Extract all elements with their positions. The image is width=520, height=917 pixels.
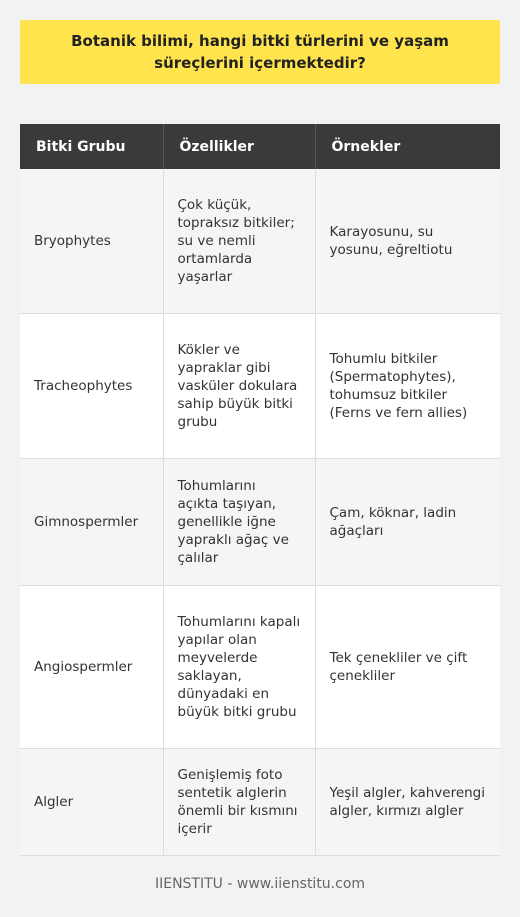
plant-groups-table (20, 124, 500, 856)
cell-group: Algler (20, 749, 163, 856)
cell-group: Tracheophytes (20, 314, 163, 459)
header-features: Özellikler (163, 124, 315, 169)
cell-examples: Çam, köknar, ladin ağaçları (315, 459, 500, 586)
header-plant-group: Bitki Grubu (20, 124, 163, 169)
cell-examples: Yeşil algler, kahverengi algler, kırmızı algler (315, 749, 500, 856)
cell-group: Bryophytes (20, 169, 163, 314)
page-title: Botanik bilimi, hangi bitki türlerini ve yaşam süreçlerini içermektedir? (71, 32, 449, 72)
cell-features: Tohumlarını kapalı yapılar olan meyvelerde saklayan, dünyadaki en büyük bitki grubu (163, 586, 315, 749)
cell-features: Kökler ve yapraklar gibi vasküler dokulara sahip büyük bitki grubu (163, 314, 315, 459)
cell-features: Çok küçük, topraksız bitkiler; su ve nemli ortamlarda yaşarlar (163, 169, 315, 314)
title-banner (20, 20, 500, 84)
table-row (20, 169, 500, 314)
table-header-row (20, 124, 500, 169)
table-row (20, 314, 500, 459)
cell-group: Angiospermler (20, 586, 163, 749)
table-row (20, 459, 500, 586)
table-row (20, 749, 500, 856)
cell-features: Genişlemiş foto sentetik alglerin önemli bir kısmını içerir (163, 749, 315, 856)
footer-credit: IIENSTITU - www.iienstitu.com (154, 876, 366, 892)
cell-examples: Tek çenekliler ve çift çenekliler (315, 586, 500, 749)
cell-examples: Tohumlu bitkiler (Spermatophytes), tohumsuz bitkiler (Ferns ve fern allies) (315, 314, 500, 459)
header-examples: Örnekler (315, 124, 500, 169)
table-row (20, 586, 500, 749)
cell-features: Tohumlarını açıkta taşıyan, genellikle iğne yapraklı ağaç ve çalılar (163, 459, 315, 586)
cell-group: Gimnospermler (20, 459, 163, 586)
cell-examples: Karayosunu, su yosunu, eğreltiotu (315, 169, 500, 314)
